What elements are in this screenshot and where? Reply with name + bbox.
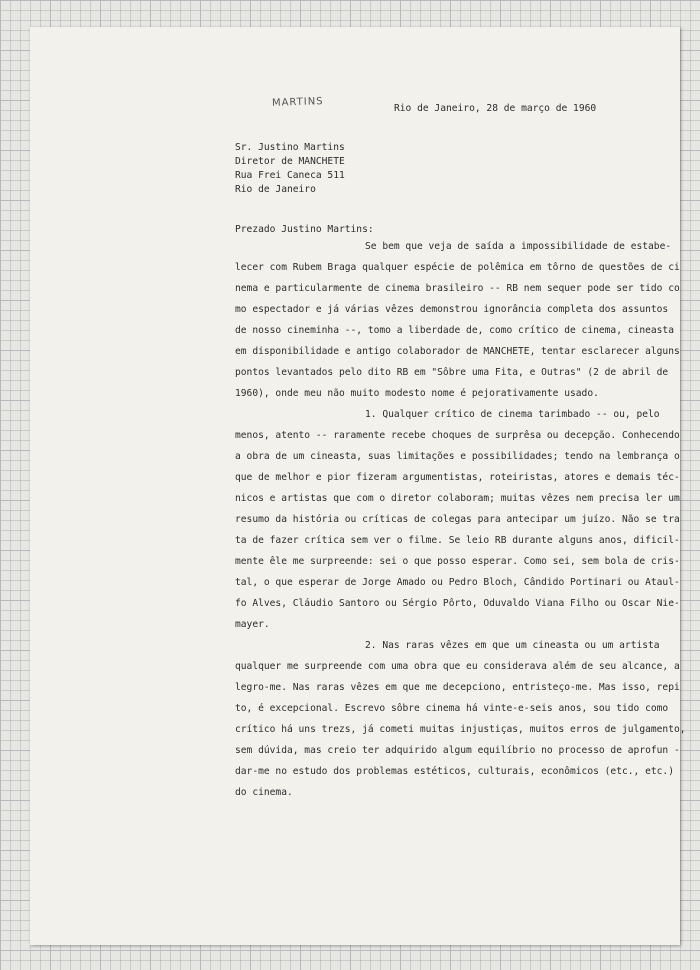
body-line: lecer com Rubem Braga qualquer espécie de polêmica em tôrno de questões de ci bbox=[235, 262, 680, 273]
body-line: legro-me. Nas raras vêzes em que me decepciono, entristeço-me. Mas isso, repi bbox=[235, 682, 680, 693]
body-line: mo espectador e já várias vêzes demonstrou ignorância completa dos assuntos bbox=[235, 304, 669, 315]
body-line: nicos e artistas que com o diretor colaboram; muitas vêzes nem precisa ler um bbox=[235, 493, 680, 504]
body-line: 1960), onde meu não muito modesto nome é pejorativamente usado. bbox=[235, 388, 599, 399]
body-line: fo Alves, Cláudio Santoro ou Sérgio Pôrto, Oduvaldo Viana Filho ou Oscar Nie- bbox=[235, 598, 680, 609]
body-line: resumo da história ou críticas de colegas para antecipar um juízo. Não se tra bbox=[235, 514, 680, 525]
body-line: ta de fazer crítica sem ver o filme. Se leio RB durante alguns anos, dificil- bbox=[235, 535, 680, 546]
body-line: nema e particularmente de cinema brasileiro -- RB nem sequer pode ser tido co bbox=[235, 283, 680, 294]
body-line: tal, o que esperar de Jorge Amado ou Pedro Bloch, Cândido Portinari ou Ataul- bbox=[235, 577, 680, 588]
body-line: em disponibilidade e antigo colaborador de MANCHETE, tentar esclarecer alguns bbox=[235, 346, 680, 357]
address-line: Rio de Janeiro bbox=[235, 184, 316, 195]
body-line: mente êle me surpreende: sei o que posso esperar. Como sei, sem bola de cris- bbox=[235, 556, 680, 567]
address-line: Rua Frei Caneca 511 bbox=[235, 170, 345, 181]
date-line: Rio de Janeiro, 28 de março de 1960 bbox=[394, 103, 597, 114]
body-line: do cinema. bbox=[235, 787, 293, 798]
body-line: mayer. bbox=[235, 619, 270, 630]
body-line: que de melhor e pior fizeram argumentistas, roteiristas, atores e demais téc- bbox=[235, 472, 680, 483]
body-line: to, é excepcional. Escrevo sôbre cinema há vinte-e-seis anos, sou tido como bbox=[235, 703, 669, 714]
body-line: crítico há uns trezs, já cometi muitas injustiças, muitos erros de julgamento, bbox=[235, 724, 686, 735]
body-line: Se bem que veja de saída a impossibilidade de estabe- bbox=[365, 241, 672, 252]
body-line: 1. Qualquer crítico de cinema tarimbado -- ou, pelo bbox=[365, 409, 660, 420]
address-line: Sr. Justino Martins bbox=[235, 142, 345, 153]
body-line: menos, atento -- raramente recebe choques de surprêsa ou decepção. Conhecendo bbox=[235, 430, 680, 441]
body-line: 2. Nas raras vêzes em que um cineasta ou um artista bbox=[365, 640, 660, 651]
body-line: pontos levantados pelo dito RB em "Sôbre uma Fita, e Outras" (2 de abril de bbox=[235, 367, 669, 378]
handwritten-note: MARTINS bbox=[271, 96, 324, 109]
body-line: dar-me no estudo dos problemas estéticos, culturais, econômicos (etc., etc.) bbox=[235, 766, 674, 777]
salutation: Prezado Justino Martins: bbox=[235, 224, 374, 235]
address-line: Diretor de MANCHETE bbox=[235, 156, 345, 167]
body-line: qualquer me surpreende com uma obra que eu considerava além de seu alcance, a bbox=[235, 661, 680, 672]
body-line: de nosso cineminha --, tomo a liberdade de, como crítico de cinema, cineasta bbox=[235, 325, 674, 336]
body-line: a obra de um cineasta, suas limitações e possibilidades; tendo na lembrança o bbox=[235, 451, 680, 462]
letter-page bbox=[30, 27, 686, 945]
body-line: sem dúvida, mas creio ter adquirido algum equilíbrio no processo de aprofun - bbox=[235, 745, 680, 756]
